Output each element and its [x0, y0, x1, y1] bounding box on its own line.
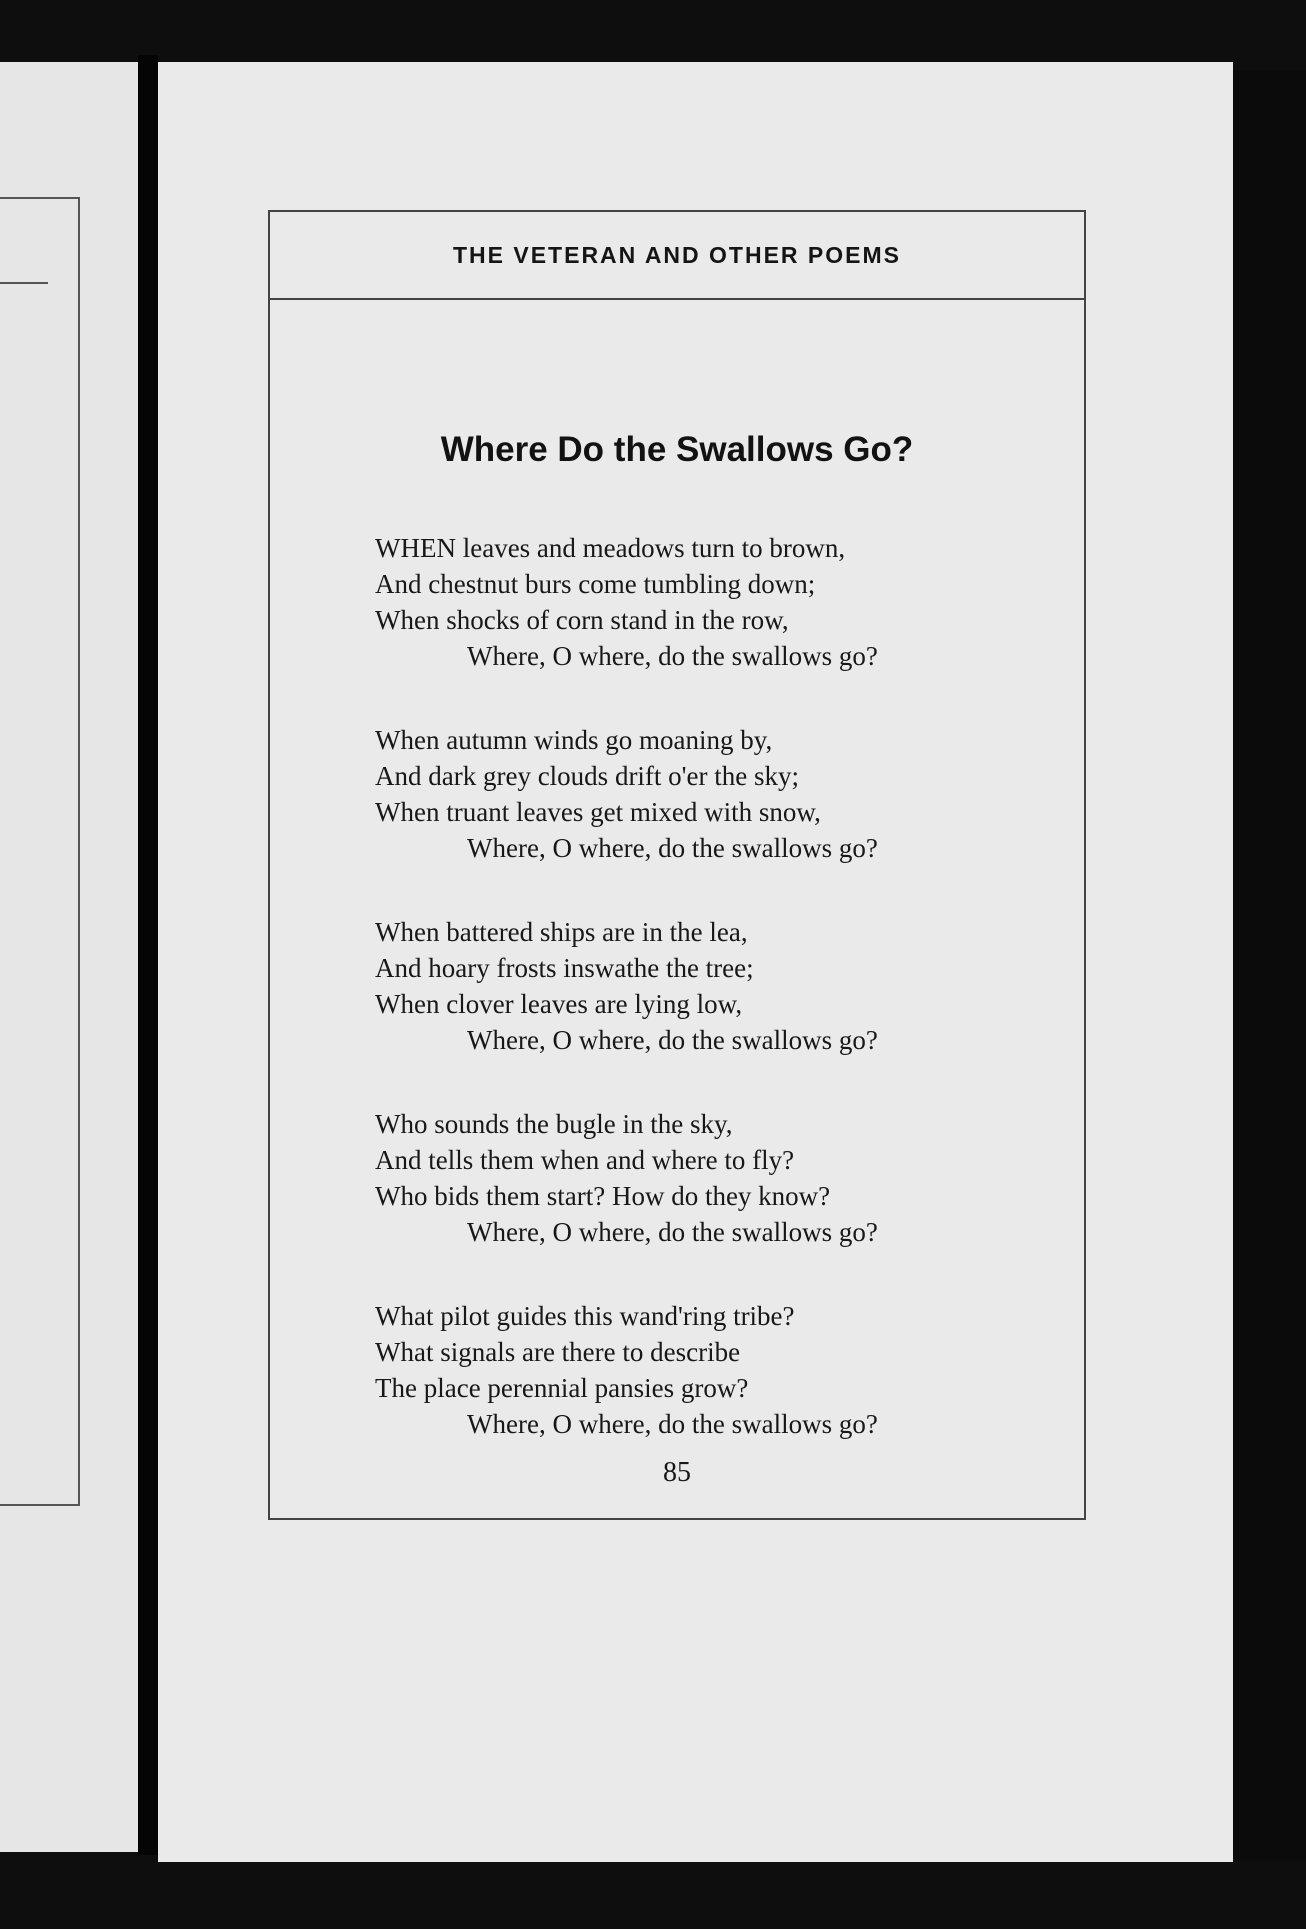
poem-line: And chestnut burs come tumbling down; [375, 569, 816, 599]
poem-line: And tells them when and where to fly? [375, 1145, 795, 1175]
poem-line: When autumn winds go moaning by, [375, 725, 773, 755]
poem-line: When battered ships are in the lea, [375, 917, 748, 947]
stanza [375, 530, 1015, 674]
poem-line: What pilot guides this wand'ring tribe? [375, 1301, 795, 1331]
poem-line: And hoary frosts inswathe the tree; [375, 953, 754, 983]
poem-title: Where Do the Swallows Go? [440, 430, 914, 469]
left-page-rule [0, 282, 48, 284]
poem-refrain: Where, O where, do the swallows go? [467, 833, 878, 863]
poem-refrain: Where, O where, do the swallows go? [467, 641, 878, 671]
poem-refrain: Where, O where, do the swallows go? [467, 1409, 878, 1439]
stanza [375, 914, 1015, 1058]
poem-line: When clover leaves are lying low, [375, 989, 743, 1019]
poem-refrain: Where, O where, do the swallows go? [467, 1217, 878, 1247]
poem-refrain: Where, O where, do the swallows go? [467, 1025, 878, 1055]
left-page-frame [0, 197, 80, 1506]
dark-background-edge [1233, 70, 1306, 1860]
poem-line: And dark grey clouds drift o'er the sky; [375, 761, 800, 791]
running-head: THE VETERAN AND OTHER POEMS [452, 242, 901, 268]
poem-line: What signals are there to describe [375, 1337, 741, 1367]
poem-body [375, 530, 1015, 1490]
poem-line: When truant leaves get mixed with snow, [375, 797, 821, 827]
header-area [270, 212, 1084, 300]
poem-line: Who sounds the bugle in the sky, [375, 1109, 733, 1139]
book-spine [138, 55, 158, 1855]
page-number: 85 [663, 1457, 691, 1488]
stanza [375, 722, 1015, 866]
stanza [375, 1298, 1015, 1442]
poem-line: When shocks of corn stand in the row, [375, 605, 789, 635]
poem-line: WHEN leaves and meadows turn to brown, [375, 533, 846, 563]
poem-line: The place perennial pansies grow? [375, 1373, 749, 1403]
stanza [375, 1106, 1015, 1250]
right-page [158, 62, 1233, 1862]
left-page [0, 62, 156, 1852]
page-frame [268, 210, 1086, 1520]
poem-line: Who bids them start? How do they know? [375, 1181, 831, 1211]
